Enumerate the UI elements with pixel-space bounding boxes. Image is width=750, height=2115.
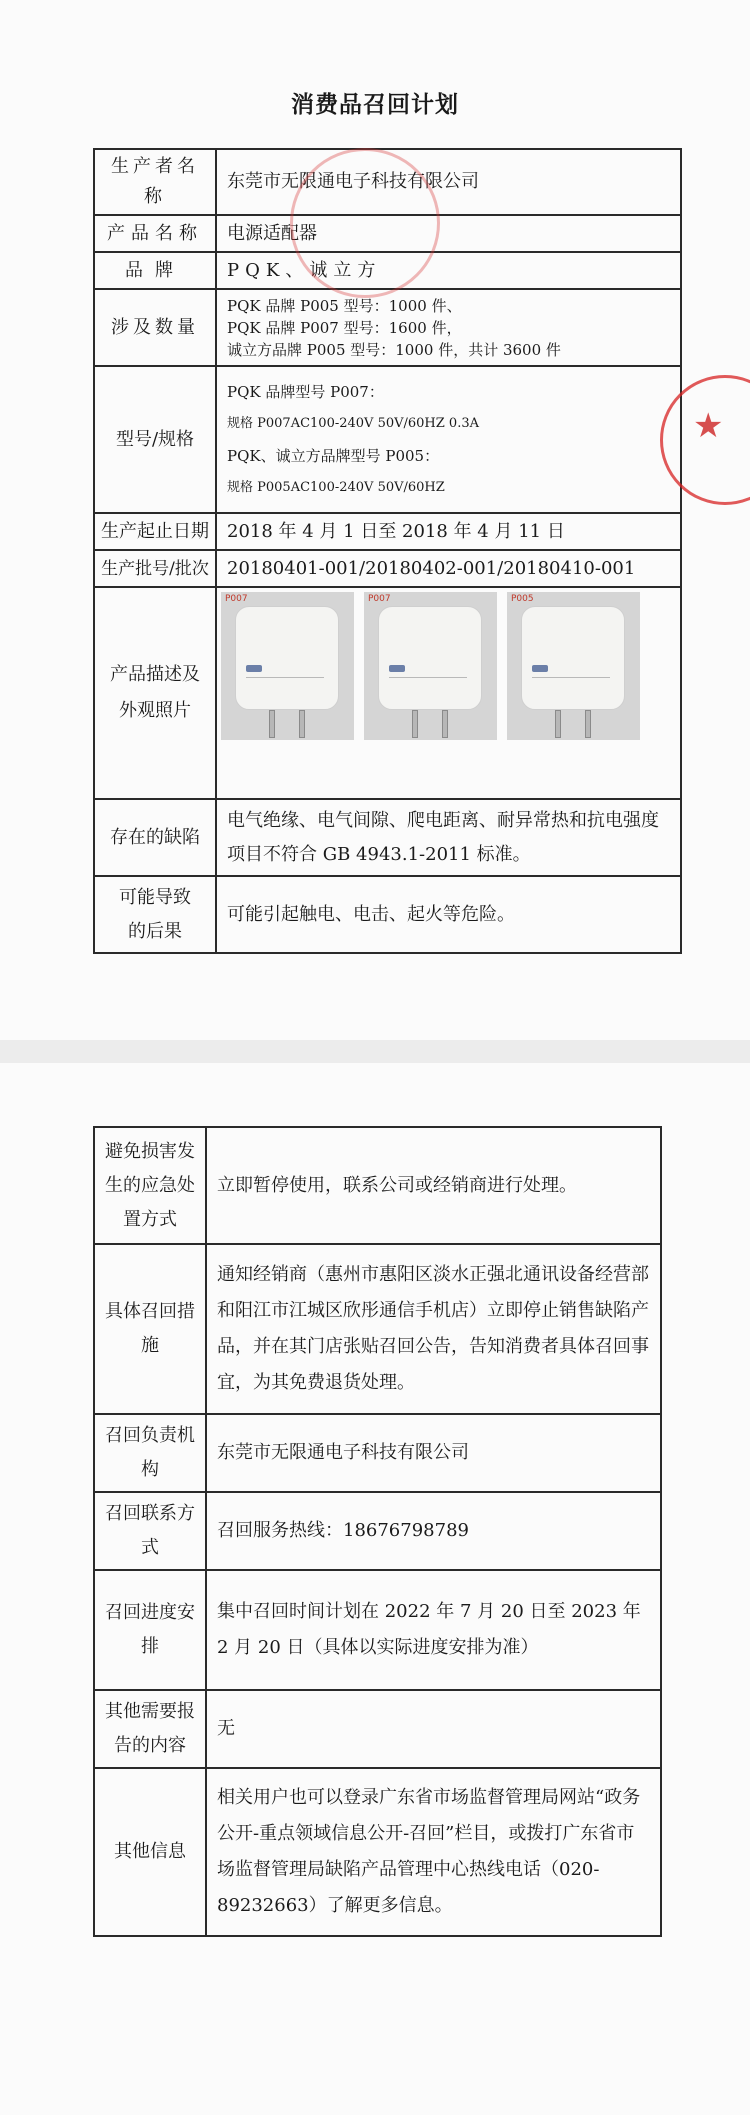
- defect-value: 电气绝缘、电气间隙、爬电距离、耐异常热和抗电强度项目不符合 GB 4943.1-2011 标准。: [216, 799, 681, 876]
- photo-tag: P007: [225, 594, 248, 604]
- document-page-2: [0, 1063, 750, 2115]
- schedule-label: 召回进度安排: [94, 1570, 206, 1690]
- model-line: PQK 品牌型号 P007：: [227, 382, 384, 401]
- quantity-value: [216, 289, 681, 366]
- table-row: [94, 1492, 661, 1570]
- quantity-line: PQK 品牌 P007 型号：1600 件，: [227, 318, 462, 337]
- other-report-value: 无: [206, 1690, 661, 1768]
- spec-line: 规格 P005AC100-240V 50V/60HZ: [227, 479, 445, 495]
- manufacturer-value: 东莞市无限通电子科技有限公司: [216, 149, 681, 215]
- schedule-value: 集中召回时间计划在 2022 年 7 月 20 日至 2023 年 2 月 20 日（具体以实际进度安排为准）: [206, 1570, 661, 1690]
- production-dates-value: 2018 年 4 月 1 日至 2018 年 4 月 11 日: [216, 513, 681, 550]
- product-photo-p005: [507, 592, 640, 740]
- emergency-label: 避免损害发生的应急处置方式: [94, 1127, 206, 1244]
- measures-label: 具体召回措施: [94, 1244, 206, 1414]
- photo-tag: P005: [511, 594, 534, 604]
- table-row: [94, 1414, 661, 1492]
- emergency-value: 立即暂停使用，联系公司或经销商进行处理。: [206, 1127, 661, 1244]
- table-row: [94, 799, 681, 876]
- table-row: [94, 876, 681, 953]
- photos-cell: [216, 587, 681, 799]
- photo-tag: P007: [368, 594, 391, 604]
- brand-value: PQK、诚立方: [216, 252, 681, 289]
- defect-label: 存在的缺陷: [94, 799, 216, 876]
- recall-form-table-2: [93, 1126, 662, 1937]
- model-spec-label: 型号/规格: [94, 366, 216, 513]
- contact-label: 召回联系方式: [94, 1492, 206, 1570]
- other-report-label: 其他需要报告的内容: [94, 1690, 206, 1768]
- spec-line: 规格 P007AC100-240V 50V/60HZ 0.3A: [227, 415, 479, 431]
- adapter-image: [521, 606, 625, 710]
- star-icon: ★: [693, 406, 724, 446]
- quantity-label: 涉及数量: [94, 289, 216, 366]
- batch-label: 生产批号/批次: [94, 550, 216, 587]
- table-row: [94, 513, 681, 550]
- product-photo-p007-back: [364, 592, 497, 740]
- consequence-value: 可能引起触电、电击、起火等危险。: [216, 876, 681, 953]
- responsible-value: 东莞市无限通电子科技有限公司: [206, 1414, 661, 1492]
- table-row: [94, 1127, 661, 1244]
- document-title: 消费品召回计划: [291, 91, 459, 118]
- responsible-label: 召回负责机构: [94, 1414, 206, 1492]
- product-name-label: 产品名称: [94, 215, 216, 252]
- model-line: PQK、诚立方品牌型号 P005：: [227, 446, 440, 465]
- table-row: [94, 366, 681, 513]
- quantity-line: 诚立方品牌 P005 型号：1000 件，共计 3600 件: [227, 340, 561, 359]
- table-row: [94, 1690, 661, 1768]
- table-row: [94, 1244, 661, 1414]
- brand-label: 品牌: [94, 252, 216, 289]
- photos-label: 产品描述及外观照片: [94, 587, 216, 799]
- faint-seal-stamp: [290, 148, 440, 298]
- table-row: [94, 289, 681, 366]
- model-spec-value: [216, 366, 681, 513]
- adapter-image: [378, 606, 482, 710]
- table-row: [94, 587, 681, 799]
- page-separator: [0, 1040, 750, 1063]
- contact-value: 召回服务热线：18676798789: [206, 1492, 661, 1570]
- production-dates-label: 生产起止日期: [94, 513, 216, 550]
- product-photo-p007-front: [221, 592, 354, 740]
- batch-value: 20180401-001/20180402-001/20180410-001: [216, 550, 681, 587]
- other-info-label: 其他信息: [94, 1768, 206, 1936]
- manufacturer-label: 生产者名称: [94, 149, 216, 215]
- table-row: [94, 1570, 661, 1690]
- product-name-value: 电源适配器: [216, 215, 681, 252]
- table-row: [94, 1768, 661, 1936]
- adapter-image: [235, 606, 339, 710]
- consequence-label: 可能导致的后果: [94, 876, 216, 953]
- quantity-line: PQK 品牌 P005 型号：1000 件、: [227, 296, 462, 315]
- other-info-value: 相关用户也可以登录广东省市场监督管理局网站“政务公开-重点领域信息公开-召回”栏目，或拨打广东省市场监督管理局缺陷产品管理中心热线电话（020-89232663）了解更多信息。: [206, 1768, 661, 1936]
- document-page-1: [0, 0, 750, 1040]
- table-row: [94, 550, 681, 587]
- measures-value: 通知经销商（惠州市惠阳区淡水正强北通讯设备经营部和阳江市江城区欣彤通信手机店）立即停止销售缺陷产品，并在其门店张贴召回公告，告知消费者具体召回事宜，为其免费退货处理。: [206, 1244, 661, 1414]
- product-photos: [217, 588, 680, 744]
